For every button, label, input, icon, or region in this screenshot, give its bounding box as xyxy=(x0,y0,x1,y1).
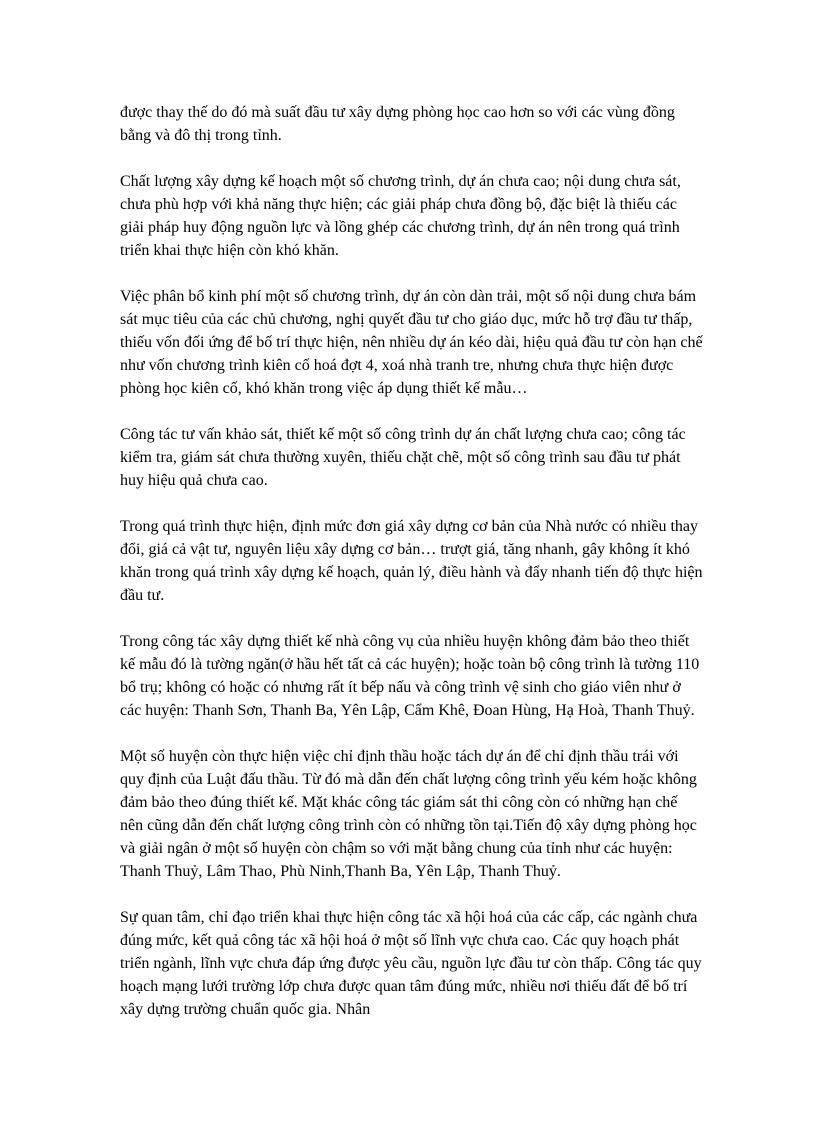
paragraph-2: Chất lượng xây dựng kế hoạch một số chương trình, dự án chưa cao; nội dung chưa sát, chưa phù hợp với khả năng thực hiện; các giải pháp chưa đồng bộ, đặc biệt là thiếu các giải pháp huy động nguồn lực và lồng ghép các chương trình, dự án nên trong quá trình triển khai thực hiện còn khó khăn. xyxy=(120,173,681,259)
paragraph-8: Sự quan tâm, chỉ đạo triển khai thực hiện công tác xã hội hoá của các cấp, các ngành chưa đúng mức, kết quả công tác xã hội hoá ở một số lĩnh vực chưa cao. Các quy hoạch phát triển ngành, lĩnh vực chưa đáp ứng được yêu cầu, nguồn lực đầu tư còn thấp. Công tác quy hoạch mạng lưới trường lớp chưa được quan tâm đúng mức, nhiều nơi thiếu đất để bố trí xây dựng trường chuẩn quốc gia. Nhân xyxy=(120,909,702,1018)
paragraph-3: Việc phân bổ kinh phí một số chương trình, dự án còn dàn trải, một số nội dung chưa bám sát mục tiêu của các chủ chương, nghị quyết đầu tư cho giáo dục, mức hỗ trợ đầu tư thấp, thiếu vốn đối ứng để bố trí thực hiện, nên nhiều dự án kéo dài, hiệu quả đầu tư còn hạn chế như vốn chương trình kiên cố hoá đợt 4, xoá nhà tranh tre, nhưng chưa thực hiện được phòng học kiên cố, khó khăn trong việc áp dụng thiết kế mẫu… xyxy=(120,288,703,397)
document-body xyxy=(120,101,704,1044)
paragraph-4: Công tác tư vấn khảo sát, thiết kế một số công trình dự án chất lượng chưa cao; công tác kiểm tra, giám sát chưa thường xuyên, thiếu chặt chẽ, một số công trình sau đầu tư phát huy hiệu quả chưa cao. xyxy=(120,426,686,489)
paragraph-7: Một số huyện còn thực hiện việc chỉ định thầu hoặc tách dự án để chỉ định thầu trái với quy định của Luật đấu thầu. Từ đó mà dẫn đến chất lượng công trình yếu kém hoặc không đảm bảo theo đúng thiết kế. Mặt khác công tác giám sát thi công còn có những hạn chế nên cũng dẫn đến chất lượng công trình còn có những tồn tại.Tiến độ xây dựng phòng học và giải ngân ở một số huyện còn chậm so với mặt bằng chung của tỉnh như các huyện: Thanh Thuỷ, Lâm Thao, Phù Ninh,Thanh Ba, Yên Lập, Thanh Thuỷ. xyxy=(120,748,697,880)
paragraph-6: Trong công tác xây dựng thiết kế nhà công vụ của nhiều huyện không đảm bảo theo thiết kế mẫu đó là tường ngăn(ở hầu hết tất cả các huyện); hoặc toàn bộ công trình là tường 110 bổ trụ; không có hoặc có nhưng rất ít bếp nấu và công trình vệ sinh cho giáo viên như ở các huyện: Thanh Sơn, Thanh Ba, Yên Lập, Cẩm Khê, Đoan Hùng, Hạ Hoà, Thanh Thuỷ. xyxy=(120,633,700,719)
paragraph-5: Trong quá trình thực hiện, định mức đơn giá xây dựng cơ bản của Nhà nước có nhiều thay đổi, giá cả vật tư, nguyên liệu xây dựng cơ bản… trượt giá, tăng nhanh, gây không ít khó khăn trong quá trình xây dựng kế hoạch, quản lý, điều hành và đẩy nhanh tiến độ thực hiện đầu tư. xyxy=(120,518,703,604)
paragraph-1: được thay thế do đó mà suất đầu tư xây dựng phòng học cao hơn so với các vùng đồng bằng và đô thị trong tỉnh. xyxy=(120,104,675,144)
